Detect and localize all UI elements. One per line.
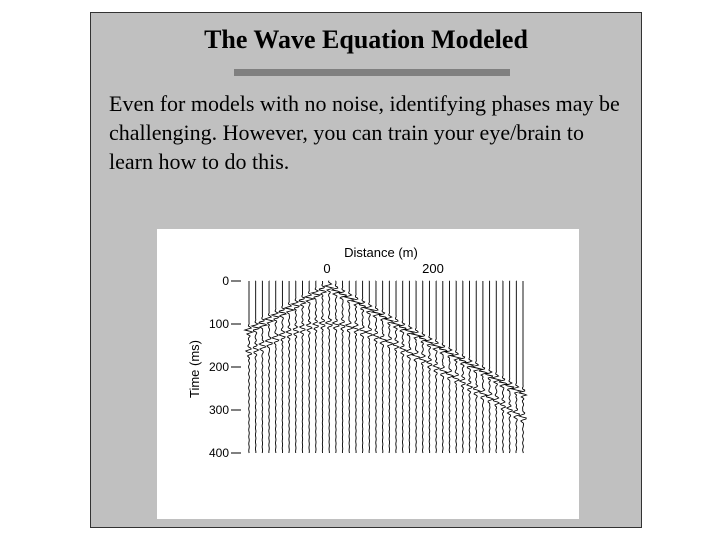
seismic-trace — [492, 281, 500, 453]
seismic-trace — [405, 281, 414, 453]
seismic-trace — [365, 281, 373, 453]
seismic-trace — [432, 281, 440, 453]
seismic-traces — [245, 281, 527, 453]
seismic-trace — [305, 281, 313, 453]
x-axis-label: Distance (m) — [344, 245, 418, 260]
slide-body-text: Even for models with no noise, identifying phases may be challenging. However, you can train your eye/brain to learn how to do this. — [109, 91, 620, 174]
slide-title: The Wave Equation Modeled — [204, 25, 528, 54]
seismic-trace — [352, 281, 360, 453]
seismic-trace — [460, 281, 467, 453]
seismic-trace — [399, 281, 406, 453]
seismic-trace — [519, 281, 526, 453]
seismic-trace — [332, 281, 340, 453]
x-tick-label: 0 — [323, 261, 331, 276]
seismic-trace — [372, 281, 381, 453]
seismic-trace — [499, 281, 506, 453]
y-tick-label: 400 — [208, 446, 229, 460]
seismic-trace — [420, 281, 426, 453]
seismic-trace — [512, 281, 520, 453]
x-tick-label: 200 — [422, 261, 444, 276]
seismic-trace — [379, 281, 386, 453]
y-tick-label: 0 — [222, 274, 229, 288]
seismic-trace — [245, 281, 253, 453]
y-tick-label: 300 — [208, 403, 229, 417]
y-tick-label: 100 — [208, 317, 229, 331]
seismogram-plot — [157, 229, 579, 519]
y-axis-label: Time (ms) — [187, 339, 202, 399]
seismic-trace — [279, 281, 286, 453]
seismic-trace — [345, 281, 353, 453]
seismic-trace — [446, 281, 454, 453]
title-underline — [234, 69, 510, 76]
seismic-trace — [259, 281, 267, 453]
seismogram-figure — [157, 229, 579, 519]
seismic-trace — [452, 281, 460, 453]
seismic-trace — [412, 281, 421, 453]
seismic-trace — [325, 281, 333, 453]
seismic-trace — [312, 281, 320, 453]
seismic-trace — [299, 281, 305, 453]
seismic-trace — [385, 281, 393, 453]
seismic-trace — [440, 281, 447, 453]
seismic-trace — [265, 281, 273, 453]
seismic-trace — [285, 281, 294, 453]
seismic-trace — [472, 281, 481, 453]
slide — [90, 12, 642, 528]
seismic-trace — [252, 281, 260, 453]
seismic-trace — [479, 281, 487, 453]
seismic-trace — [292, 281, 299, 453]
seismic-trace — [359, 281, 366, 453]
seismic-trace — [319, 281, 326, 453]
y-tick-label: 200 — [208, 360, 229, 374]
seismic-trace — [392, 281, 400, 453]
seismic-trace — [272, 281, 279, 453]
seismic-trace — [425, 281, 432, 453]
y-axis — [209, 274, 241, 460]
seismic-trace — [339, 281, 346, 453]
seismic-trace — [506, 281, 514, 453]
seismic-trace — [486, 281, 493, 453]
